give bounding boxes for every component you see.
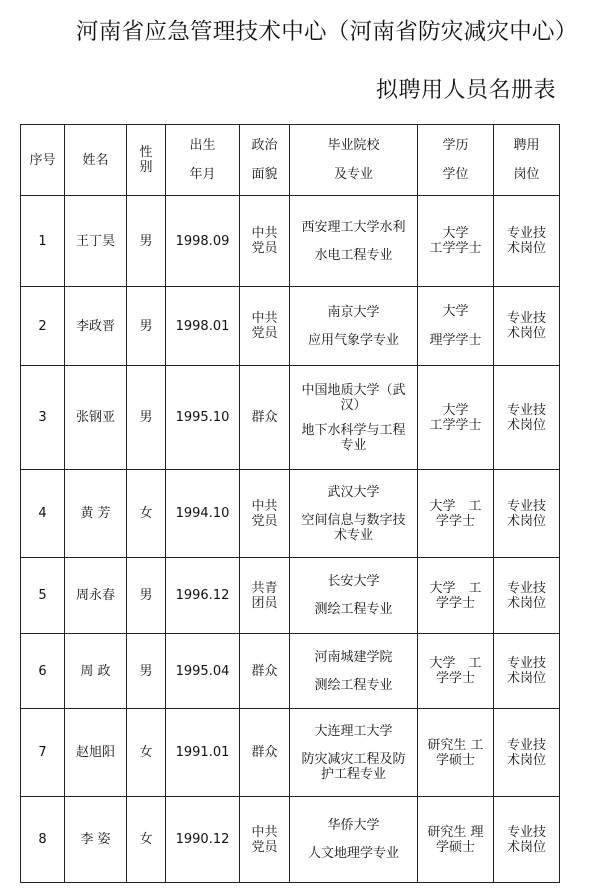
cell-degree (418, 470, 494, 558)
cell-birth: 1998.01 (166, 287, 240, 366)
cell-degree (418, 558, 494, 634)
cell-school-line: 大连理工大学 (314, 723, 393, 739)
cell-school-line: 中国地质大学（武 (301, 382, 406, 398)
cell-post-line: 专业技 (506, 580, 546, 596)
header-post-line: 岗位 (513, 167, 540, 182)
cell-degree (418, 287, 494, 366)
cell-post (494, 287, 560, 366)
cell-school-line: 测绘工程专业 (314, 677, 393, 693)
cell-name: 周永春 (65, 558, 127, 634)
cell-school-line: 空间信息与数字技 (301, 512, 406, 528)
cell-political (240, 196, 290, 287)
cell-degree-line: 大学 (442, 226, 469, 241)
cell-no: 3 (21, 366, 65, 470)
cell-name: 王丁昊 (65, 196, 127, 287)
cell-post-line: 术岗位 (506, 513, 546, 529)
cell-birth: 1998.09 (166, 196, 240, 287)
cell-degree-line: 大学 (442, 304, 469, 319)
table-row (21, 634, 560, 709)
cell-school-line: 地下水科学与工程 (301, 422, 406, 438)
table-row (21, 709, 560, 797)
cell-school (290, 287, 418, 366)
header-gender-line: 别 (139, 160, 153, 175)
cell-post (494, 634, 560, 709)
cell-political-line: 党员 (251, 839, 278, 855)
cell-degree-line: 大学 工 (429, 498, 482, 514)
header-post-line: 聘用 (513, 138, 540, 153)
header-birth-line: 出生 (189, 138, 216, 153)
cell-political (240, 634, 290, 709)
header-school (290, 125, 418, 196)
cell-degree-line: 工学学士 (429, 241, 482, 256)
cell-gender: 男 (127, 196, 166, 287)
cell-degree (418, 366, 494, 470)
cell-name: 周 政 (65, 634, 127, 709)
cell-post-line: 术岗位 (506, 417, 546, 433)
cell-political-line: 中共 (251, 498, 278, 514)
cell-post-line: 术岗位 (506, 839, 546, 855)
table-body (21, 196, 560, 883)
cell-degree-line: 大学 工 (429, 580, 482, 596)
table-row (21, 470, 560, 558)
cell-gender: 男 (127, 558, 166, 634)
cell-post-line: 术岗位 (506, 595, 546, 611)
cell-gender: 男 (127, 287, 166, 366)
cell-school (290, 470, 418, 558)
cell-birth: 1991.01 (166, 709, 240, 797)
cell-school-line: 河南城建学院 (314, 649, 393, 665)
cell-birth: 1995.10 (166, 366, 240, 470)
header-post (494, 125, 560, 196)
cell-degree (418, 634, 494, 709)
header-political-line: 面貌 (251, 167, 278, 182)
cell-no: 1 (21, 196, 65, 287)
cell-post-line: 专业技 (506, 824, 546, 840)
table-row (21, 558, 560, 634)
cell-political-line: 中共 (251, 824, 278, 840)
header-degree-line: 学历 (442, 138, 469, 153)
cell-name: 李 姿 (65, 797, 127, 883)
cell-birth: 1996.12 (166, 558, 240, 634)
cell-degree-line: 学硕士 (435, 839, 475, 855)
cell-post (494, 797, 560, 883)
header-gender-line: 性 (139, 145, 153, 160)
cell-no: 8 (21, 797, 65, 883)
cell-school-line: 西安理工大学水利 (301, 219, 406, 235)
cell-political-line: 群众 (251, 663, 278, 679)
cell-post-line: 专业技 (506, 226, 546, 241)
cell-school-line: 测绘工程专业 (314, 602, 393, 617)
cell-degree-line: 大学 工 (429, 656, 482, 671)
cell-school-line: 专业 (340, 437, 367, 453)
cell-degree-line: 研究生 理 (427, 824, 484, 840)
cell-degree-line: 工学学士 (429, 417, 482, 433)
cell-name: 黄 芳 (65, 470, 127, 558)
cell-post-line: 术岗位 (506, 671, 546, 686)
table-row (21, 287, 560, 366)
cell-political (240, 558, 290, 634)
table-row (21, 366, 560, 470)
cell-school (290, 196, 418, 287)
cell-birth: 1994.10 (166, 470, 240, 558)
header-degree-line: 学位 (442, 167, 469, 182)
cell-school-line: 护工程专业 (320, 766, 386, 782)
page-subtitle: 拟聘用人员名册表 (376, 78, 557, 103)
cell-post-line: 专业技 (506, 311, 546, 326)
header-no: 序号 (21, 125, 65, 196)
header-gender (127, 125, 166, 196)
cell-degree-line: 学学士 (435, 671, 475, 686)
cell-political (240, 709, 290, 797)
cell-school (290, 709, 418, 797)
cell-gender: 女 (127, 797, 166, 883)
header-political-line: 政治 (251, 138, 278, 153)
cell-political (240, 470, 290, 558)
cell-school (290, 634, 418, 709)
cell-school (290, 366, 418, 470)
table-row (21, 196, 560, 287)
cell-gender: 女 (127, 709, 166, 797)
cell-political (240, 797, 290, 883)
cell-gender: 男 (127, 366, 166, 470)
header-political (240, 125, 290, 196)
cell-post-line: 专业技 (506, 656, 546, 671)
cell-political-line: 共青 (251, 580, 278, 596)
cell-degree (418, 797, 494, 883)
cell-political-line: 党员 (251, 513, 278, 529)
cell-post-line: 术岗位 (506, 241, 546, 256)
cell-gender: 女 (127, 470, 166, 558)
cell-school-line: 水电工程专业 (314, 247, 393, 263)
cell-degree-line: 学学士 (435, 513, 475, 529)
cell-school-line: 防灾减灾工程及防 (301, 751, 406, 767)
cell-no: 4 (21, 470, 65, 558)
cell-name: 李政晋 (65, 287, 127, 366)
cell-degree-line: 学学士 (435, 595, 475, 611)
cell-political (240, 287, 290, 366)
table-row (21, 797, 560, 883)
cell-school-line: 人文地理学专业 (307, 846, 399, 861)
header-birth (166, 125, 240, 196)
header-birth-line: 年月 (189, 167, 216, 182)
cell-school (290, 558, 418, 634)
page-title: 河南省应急管理技术中心（河南省防灾减灾中心） (76, 19, 578, 45)
cell-school-line: 应用气象学专业 (307, 332, 399, 348)
cell-political-line: 中共 (251, 311, 278, 326)
cell-school-line: 华侨大学 (327, 818, 380, 833)
cell-political-line: 党员 (251, 241, 278, 256)
cell-school (290, 797, 418, 883)
header-school-line: 及专业 (333, 167, 373, 182)
cell-name: 赵旭阳 (65, 709, 127, 797)
cell-degree-line: 研究生 工 (427, 737, 484, 753)
cell-school-line: 术专业 (333, 527, 373, 543)
cell-birth: 1990.12 (166, 797, 240, 883)
cell-no: 2 (21, 287, 65, 366)
cell-political (240, 366, 290, 470)
header-name: 姓名 (65, 125, 127, 196)
cell-political-line: 群众 (251, 410, 278, 425)
cell-degree (418, 196, 494, 287)
cell-political-line: 团员 (251, 595, 278, 611)
cell-post-line: 专业技 (506, 402, 546, 418)
cell-name: 张钢亚 (65, 366, 127, 470)
cell-degree-line: 学硕士 (435, 752, 475, 768)
cell-degree (418, 709, 494, 797)
cell-school-line: 南京大学 (327, 304, 380, 320)
cell-post (494, 366, 560, 470)
header-degree (418, 125, 494, 196)
cell-post (494, 470, 560, 558)
cell-post-line: 术岗位 (506, 326, 546, 341)
cell-post (494, 196, 560, 287)
cell-school-line: 汉） (340, 397, 367, 413)
cell-no: 5 (21, 558, 65, 634)
cell-political-line: 中共 (251, 226, 278, 241)
cell-no: 6 (21, 634, 65, 709)
cell-post-line: 专业技 (506, 498, 546, 514)
table-header-row (21, 125, 560, 196)
cell-no: 7 (21, 709, 65, 797)
cell-post (494, 709, 560, 797)
cell-post (494, 558, 560, 634)
cell-post-line: 术岗位 (506, 752, 546, 768)
cell-degree-line: 理学学士 (429, 333, 482, 348)
cell-degree-line: 大学 (442, 402, 469, 418)
cell-political-line: 群众 (251, 745, 278, 760)
personnel-table (20, 124, 560, 883)
cell-post-line: 专业技 (506, 737, 546, 753)
cell-birth: 1995.04 (166, 634, 240, 709)
header-school-line: 毕业院校 (327, 138, 380, 153)
cell-school-line: 长安大学 (327, 574, 380, 589)
cell-political-line: 党员 (251, 326, 278, 341)
cell-gender: 男 (127, 634, 166, 709)
cell-school-line: 武汉大学 (327, 484, 380, 500)
